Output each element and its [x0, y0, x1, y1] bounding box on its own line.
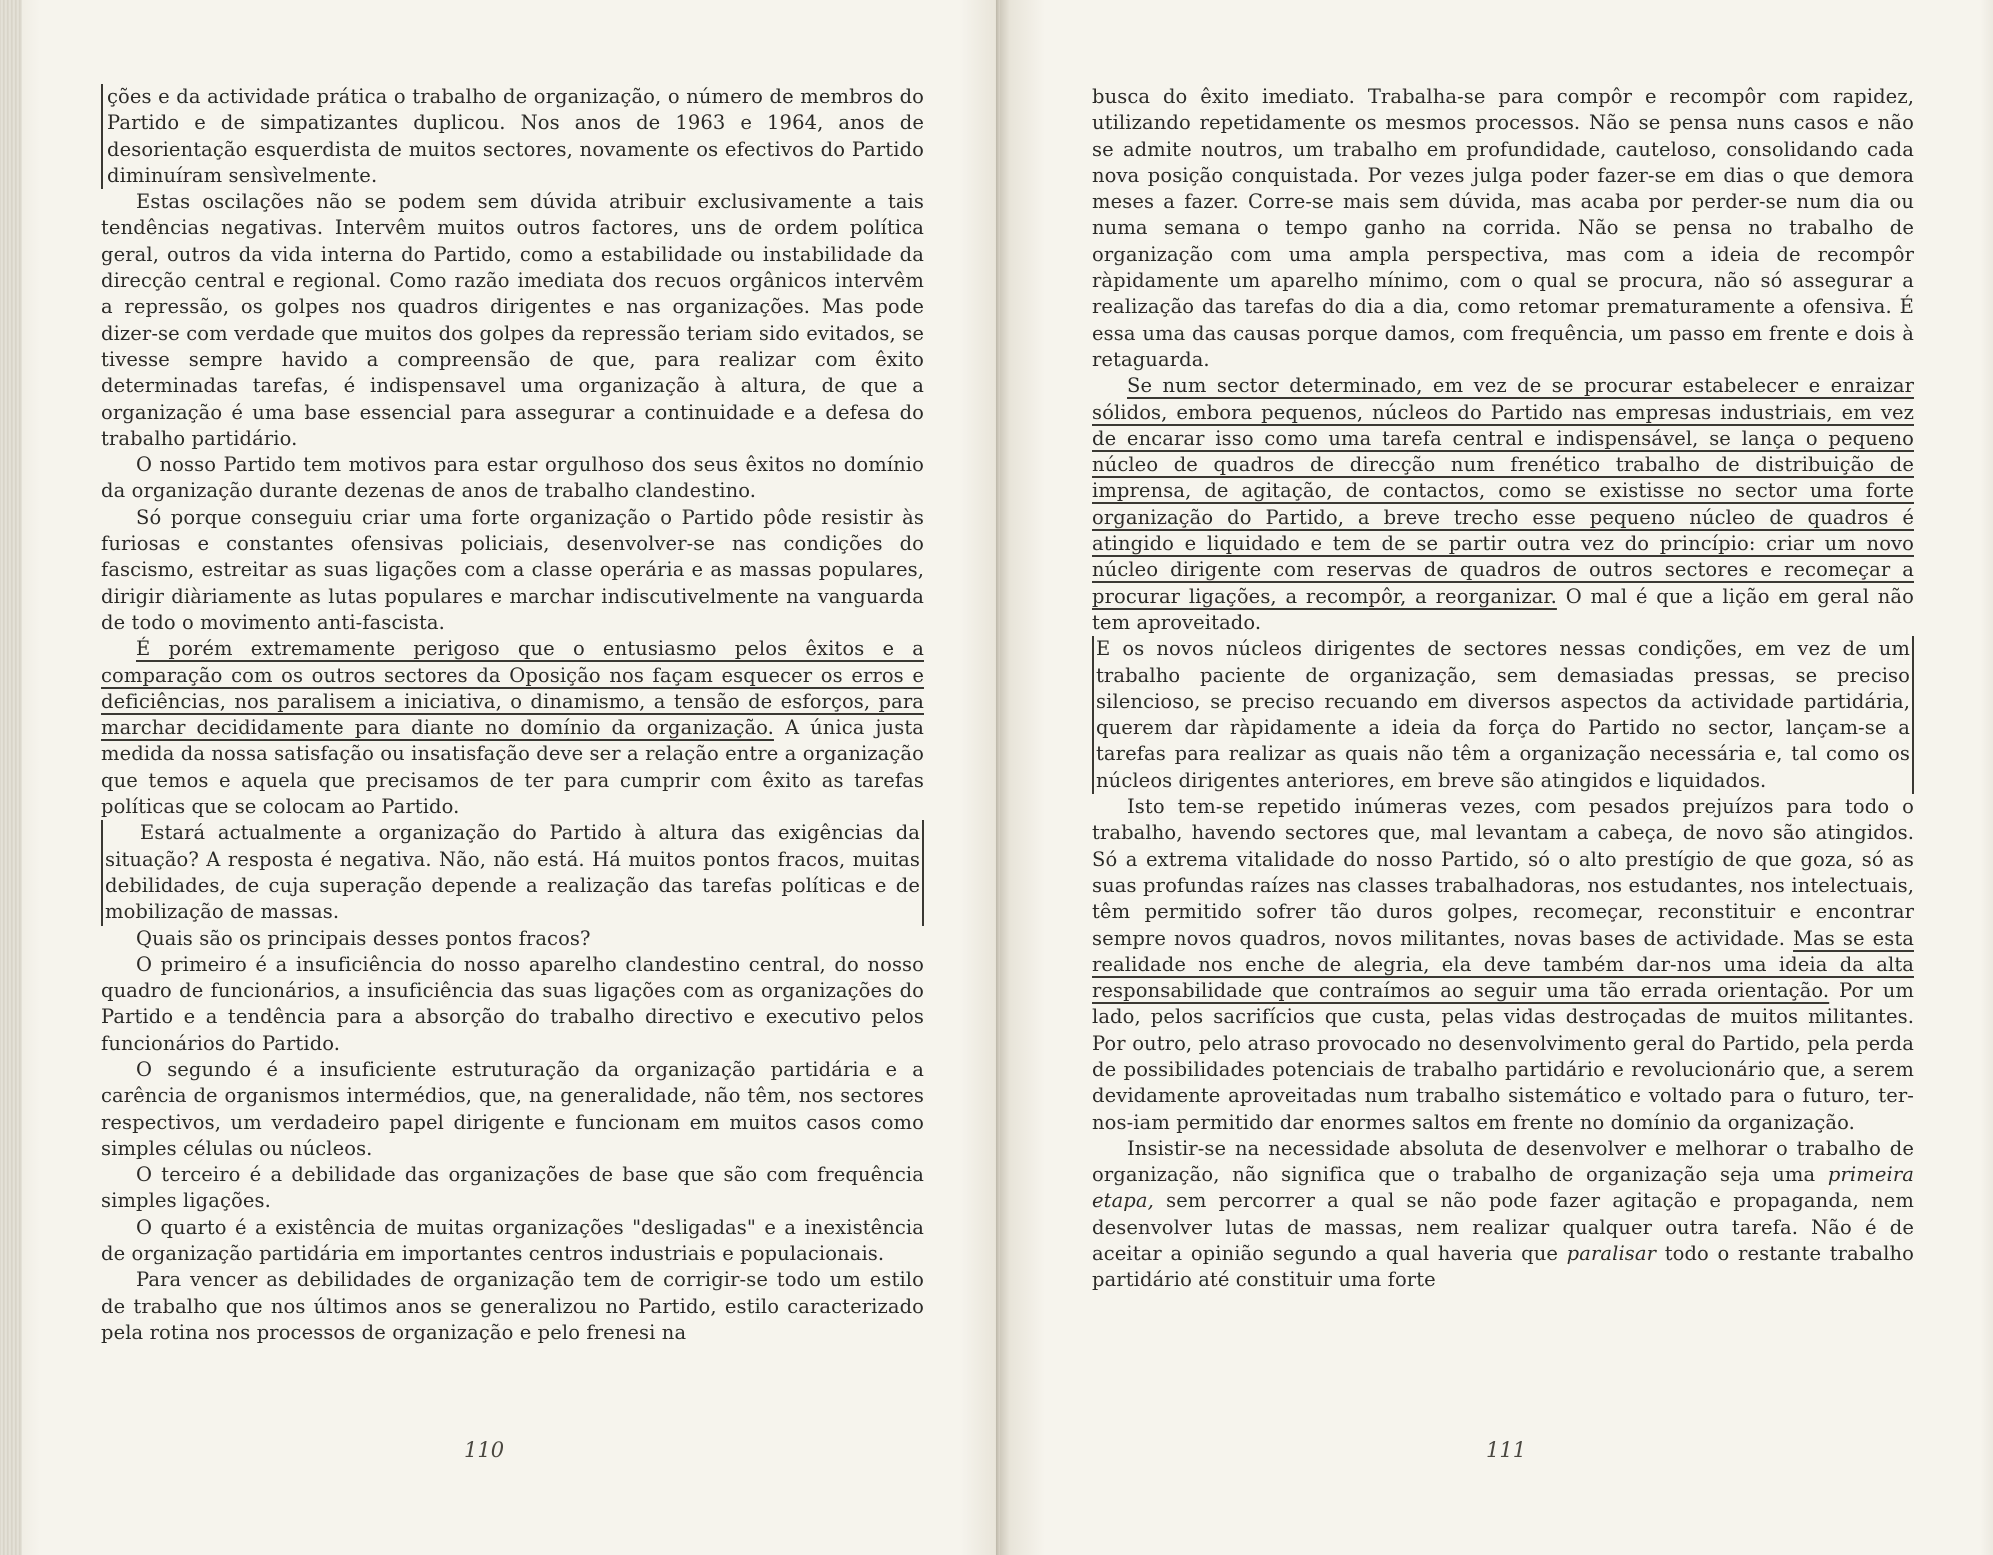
left-text-column: [101, 84, 924, 1346]
right-text-column: [1092, 84, 1914, 1294]
page-number: 110: [464, 1438, 505, 1462]
paragraph: Estará actualmente a organização do Partido à altura das exigências da situação? A resposta é negativa. Não, não está. Há muitos pontos fracos, muitas debilidades, de cuja superação depende a realização das tarefas políticas e de mobilização de massas.: [101, 820, 924, 925]
paragraph: Estas oscilações não se podem sem dúvida atribuir exclusivamente a tais tendências negativas. Intervêm muitos outros factores, uns de ordem política geral, outros da vida interna do Partido, como a estabilidade ou instabilidade da direcção central e regional. Como razão imediata dos recuos orgânicos intervêm a repressão, os golpes nos quadros dirigentes e nas organizações. Mas pode dizer-se com verdade que muitos dos golpes da repressão teriam sido evitados, se tivesse sempre havido a compreensão de que, para realizar com êxito determinadas tarefas, é indispensavel uma organização à altura, de que a organização é uma base essencial para assegurar a continuidade e a defesa do trabalho partidário.: [101, 190, 924, 450]
emphasis: paralisar: [1566, 1242, 1657, 1266]
sentence: Insistir-se na necessidade absoluta de desenvolver e melhorar o trabalho de organização, não significa que o trabalho de organização seja uma: [1092, 1136, 1914, 1187]
paragraph: Para vencer as debilidades de organização tem de corrigir-se todo um estilo de trabalho que nos últimos anos se generalizou no Partido, estilo caracterizado pela rotina nos processos de organização e pelo frenesi na: [101, 1268, 924, 1344]
sentence: todo o restante trabalho partidário até constituir uma forte: [1092, 1242, 1914, 1292]
paragraph: Só porque conseguiu criar uma forte organização o Partido pôde resistir às furiosas e constantes ofensivas policiais, desenvolver-se nas condições do fascismo, estreitar as suas ligações com a classe operária e as massas populares, dirigir diàriamente as lutas populares e marchar indiscutivelmente na vanguarda de todo o movimento anti-fascista.: [101, 505, 924, 634]
sentence: A única justa medida da nossa satisfação ou insatisfação deve ser a relação entre a organização que temos e aquela que precisamos de ter para cumprir com êxito as tarefas políticas que se colocam ao Partido.: [101, 716, 924, 819]
paragraph: O terceiro é a debilidade das organizações de base que são com frequência simples ligações.: [101, 1163, 924, 1213]
paragraph: [1092, 373, 1914, 636]
paragraph: [1092, 794, 1914, 1136]
paragraph: O nosso Partido tem motivos para estar orgulhoso dos seus êxitos no domínio da organização durante dezenas de anos de trabalho clandestino.: [101, 453, 924, 503]
paragraph: O segundo é a insuficiente estruturação da organização partidária e a carência de organismos intermédios, que, na generalidade, não têm, nos sectores respectivos, um verdadeiro papel dirigente e funcionam em muitos casos como simples células ou núcleos.: [101, 1057, 924, 1160]
page-edges: [0, 0, 22, 1555]
paragraph: [101, 636, 924, 820]
paragraph: ções e da actividade prática o trabalho de organização, o número de membros do Partido e de simpatizantes duplicou. Nos anos de 1963 e 1964, anos de desorientação esquerdista de muitos sectores, novamente os efectivos do Partido diminuíram sensìvelmente.: [101, 84, 924, 189]
sentence: O mal é que a lição em geral não tem aproveitado.: [1092, 584, 1914, 634]
sentence: Por um lado, pelos sacrifícios que custa, pelas vidas destroçadas de muitos militantes. Por outro, pelo atraso provocado no desenvolvimento geral do Partido, pela perda de possibilidades potenciais de trabalho partidário e revolucionário que, a serem devidamente aproveitadas num trabalho sistemático e voltado para o futuro, ter-nos-iam permitido dar enormes saltos em frente no domínio da organização.: [1092, 979, 1914, 1134]
underlined-passage: É porém extremamente perigoso que o entusiasmo pelos êxitos e a comparação com os outros sectores da Oposição nos façam esquecer os erros e deficiências, nos paralisem a iniciativa, o dinamismo, a tensão de esforços, para marchar decididamente para diante no domínio da organização.: [101, 637, 924, 740]
paragraph: busca do êxito imediato. Trabalha-se para compôr e recompôr com rapidez, utilizando repetidamente os mesmos processos. Não se pensa nuns casos e não se admite noutros, um trabalho em profundidade, cauteloso, consolidando cada nova posição conquistada. Por vezes julga poder fazer-se em dias o que demora meses a fazer. Corre-se mais sem dúvida, mas acaba por perder-se num dia ou numa semana o tempo ganho na corrida. Não se pensa no trabalho de organização com uma ampla perspectiva, mas com a ideia de recompôr ràpidamente um aparelho mínimo, com o qual se procura, não só assegurar a realização das tarefas do dia a dia, como retomar prematuramente a ofensiva. É essa uma das causas porque damos, com frequência, um passo em frente e dois à retaguarda.: [1092, 85, 1914, 371]
paragraph: O primeiro é a insuficiência do nosso aparelho clandestino central, do nosso quadro de funcionários, a insuficiência das suas ligações com as organizações do Partido e a tendência para a absorção do trabalho directivo e executivo pelos funcionários do Partido.: [101, 952, 924, 1055]
paragraph: O quarto é a existência de muitas organizações "desligadas" e a inexistência de organização partidária em importantes centros industriais e populacionais.: [101, 1215, 924, 1266]
sentence: Isto tem-se repetido inúmeras vezes, com pesados prejuízos para todo o trabalho, havendo sectores que, mal levantam a cabeça, de novo são atingidos. Só a extrema vitalidade do nosso Partido, só o alto prestígio de que goza, só as suas profundas raízes nas classes trabalhadoras, nos estudantes, nos intelectuais, têm permitido sofrer tão duros golpes, recomeçar, reconstituir e encontrar sempre novos quadros, novos militantes, novas bases de actividade.: [1092, 795, 1914, 950]
paragraph: Quais são os principais desses pontos fracos?: [136, 926, 591, 950]
right-page: [1000, 0, 1993, 1555]
emphasis: primeira etapa,: [1092, 1163, 1914, 1213]
underlined-passage: Se num sector determinado, em vez de se procurar estabelecer e enraizar sólidos, embora pequenos, núcleos do Partido nas empresas industriais, em vez de encarar isso como uma tarefa central e indispensável, se lança o pequeno núcleo de quadros de direcção num frenético trabalho de distribuição de imprensa, de agitação, de contactos, como se existisse no sector uma forte organização do Partido, a breve trecho esse pequeno núcleo de quadros é atingido e liquidado e tem de se partir outra vez do princípio: criar um novo núcleo dirigente com reservas de quadros de outros sectores e recomeçar a procurar ligações, a recompôr, a reorganizar.: [1092, 374, 1914, 608]
page-number: 111: [1486, 1438, 1527, 1462]
underlined-passage: Mas se esta realidade nos enche de alegria, ela deve também dar-nos uma ideia da alta responsabilidade que contraímos ao seguir uma tão errada orientação.: [1092, 926, 1914, 1003]
paragraph: [1092, 1136, 1914, 1294]
sentence: sem percorrer a qual se não pode fazer agitação e propaganda, nem desenvolver lutas de massas, nem realizar qualquer outra tarefa. Não é de aceitar a opinião segundo a qual haveria que: [1092, 1189, 1914, 1266]
paragraph: E os novos núcleos dirigentes de sectores nessas condições, em vez de um trabalho paciente de organização, sem demasiadas pressas, se preciso silencioso, se preciso recuando em diversos aspectos da actividade partidária, querem dar ràpidamente a ideia da força do Partido no sector, lançam-se a tarefas para realizar as quais não têm a organização necessária e, tal como os núcleos dirigentes anteriores, em breve são atingidos e liquidados.: [1092, 636, 1914, 794]
